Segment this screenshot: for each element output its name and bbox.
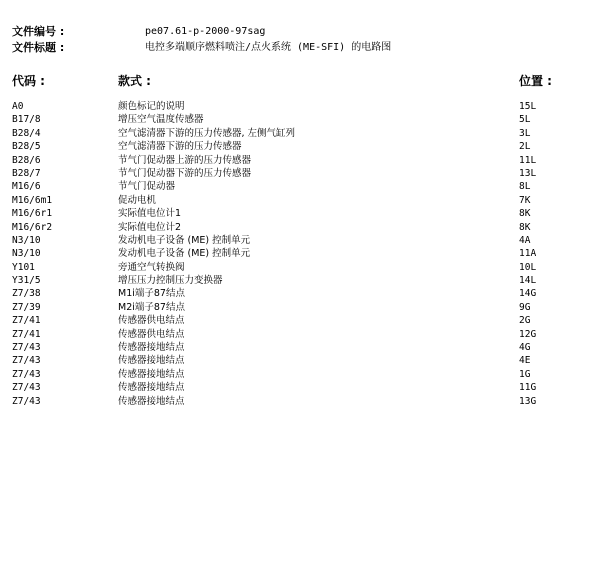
- component-description: 增压压力控制压力变换器: [118, 275, 223, 287]
- component-description: 传感器接地结点: [118, 368, 185, 380]
- component-position: 2G: [519, 315, 531, 327]
- component-position: 13G: [519, 395, 537, 407]
- component-code: Z7/43: [12, 368, 41, 380]
- component-position: 13L: [519, 167, 537, 179]
- list-item: [0, 207, 605, 220]
- list-item: [0, 127, 605, 140]
- doc-number-label: 文件编号 :: [12, 25, 65, 38]
- component-position: 4G: [519, 342, 531, 354]
- component-code: M16/6m1: [12, 194, 53, 206]
- component-list: [0, 100, 605, 408]
- list-item: [0, 167, 605, 180]
- list-item: [0, 314, 605, 327]
- component-description: 传感器接地结点: [118, 342, 185, 354]
- component-description: 传感器接地结点: [118, 395, 185, 407]
- component-code: Z7/41: [12, 328, 41, 340]
- component-position: 2L: [519, 141, 531, 153]
- component-position: 11A: [519, 248, 537, 260]
- component-position: 14G: [519, 288, 537, 300]
- list-item: [0, 234, 605, 247]
- component-position: 14L: [519, 275, 537, 287]
- list-item: [0, 341, 605, 354]
- component-description: 实际值电位计2: [118, 221, 182, 233]
- component-position: 8K: [519, 208, 531, 220]
- component-description: 颜色标记的说明: [118, 101, 185, 112]
- component-code: Z7/43: [12, 342, 41, 354]
- doc-number-row: [12, 24, 602, 40]
- component-position: 9G: [519, 301, 531, 313]
- component-code: B28/5: [12, 141, 41, 153]
- component-code: Y101: [12, 261, 35, 273]
- list-item: [0, 113, 605, 126]
- component-code: M16/6r1: [12, 208, 53, 220]
- component-position: 4A: [519, 234, 531, 246]
- component-position: 7K: [519, 194, 531, 206]
- component-position: 4E: [519, 355, 531, 367]
- component-code: Y31/5: [12, 275, 41, 287]
- component-description: 传感器供电结点: [118, 315, 185, 327]
- list-item: [0, 328, 605, 341]
- component-code: Z7/38: [12, 288, 41, 300]
- component-description: M1i端子87结点: [118, 288, 185, 300]
- list-item: [0, 140, 605, 153]
- list-item: [0, 247, 605, 260]
- doc-title-row: [12, 40, 602, 56]
- component-code: N3/10: [12, 248, 41, 260]
- component-description: 传感器接地结点: [118, 355, 185, 367]
- column-header-position: 位置 :: [519, 74, 552, 88]
- list-item: [0, 180, 605, 193]
- component-description: 节气门促动器下游的压力传感器: [118, 167, 252, 179]
- component-description: 节气门促动器上游的压力传感器: [118, 154, 252, 166]
- doc-title-label: 文件标题 :: [12, 41, 65, 54]
- component-position: 12G: [519, 328, 537, 340]
- component-description: 促动电机: [118, 194, 157, 206]
- component-code: Z7/41: [12, 315, 41, 327]
- list-item: [0, 354, 605, 367]
- list-item: [0, 274, 605, 287]
- component-description: 旁通空气转换阀: [118, 261, 185, 273]
- doc-title-value: 电控多端顺序燃料喷注/点火系统 (ME-SFI) 的电路图: [145, 42, 392, 53]
- component-description: 发动机电子设备 (ME) 控制单元: [118, 248, 251, 260]
- component-code: B28/4: [12, 127, 41, 139]
- component-code: B28/7: [12, 167, 41, 179]
- list-item: [0, 100, 605, 113]
- component-position: 15L: [519, 101, 537, 112]
- component-code: Z7/43: [12, 395, 41, 407]
- list-item: [0, 368, 605, 381]
- component-description: 传感器供电结点: [118, 328, 185, 340]
- component-description: 实际值电位计1: [118, 208, 182, 220]
- component-code: Z7/43: [12, 355, 41, 367]
- list-item: [0, 395, 605, 408]
- component-description: 传感器接地结点: [118, 382, 185, 394]
- list-item: [0, 261, 605, 274]
- list-item: [0, 381, 605, 394]
- component-position: 10L: [519, 261, 537, 273]
- list-item: [0, 301, 605, 314]
- component-description: 节气门促动器: [118, 181, 176, 193]
- component-code: A0: [12, 101, 24, 112]
- component-position: 11G: [519, 382, 537, 394]
- component-code: B28/6: [12, 154, 41, 166]
- component-position: 11L: [519, 154, 537, 166]
- doc-number-value: pe07.61-p-2000-97sag: [145, 26, 266, 37]
- component-code: M16/6: [12, 181, 41, 193]
- component-position: 3L: [519, 127, 531, 139]
- list-item: [0, 287, 605, 300]
- component-code: M16/6r2: [12, 221, 53, 233]
- column-header-description: 款式 :: [118, 74, 151, 88]
- component-position: 8K: [519, 221, 531, 233]
- list-item: [0, 154, 605, 167]
- component-code: N3/10: [12, 234, 41, 246]
- component-description: 增压空气温度传感器: [118, 114, 204, 126]
- component-code: B17/8: [12, 114, 41, 126]
- component-position: 1G: [519, 368, 531, 380]
- component-code: Z7/43: [12, 382, 41, 394]
- list-item: [0, 194, 605, 207]
- component-description: 空气滤清器下游的压力传感器, 左侧气缸列: [118, 127, 296, 139]
- component-description: M2i端子87结点: [118, 301, 185, 313]
- list-item: [0, 221, 605, 234]
- column-header-code: 代码 :: [12, 74, 45, 88]
- component-position: 5L: [519, 114, 531, 126]
- component-position: 8L: [519, 181, 531, 193]
- component-description: 发动机电子设备 (ME) 控制单元: [118, 234, 251, 246]
- component-description: 空气滤清器下游的压力传感器: [118, 141, 242, 153]
- component-code: Z7/39: [12, 301, 41, 313]
